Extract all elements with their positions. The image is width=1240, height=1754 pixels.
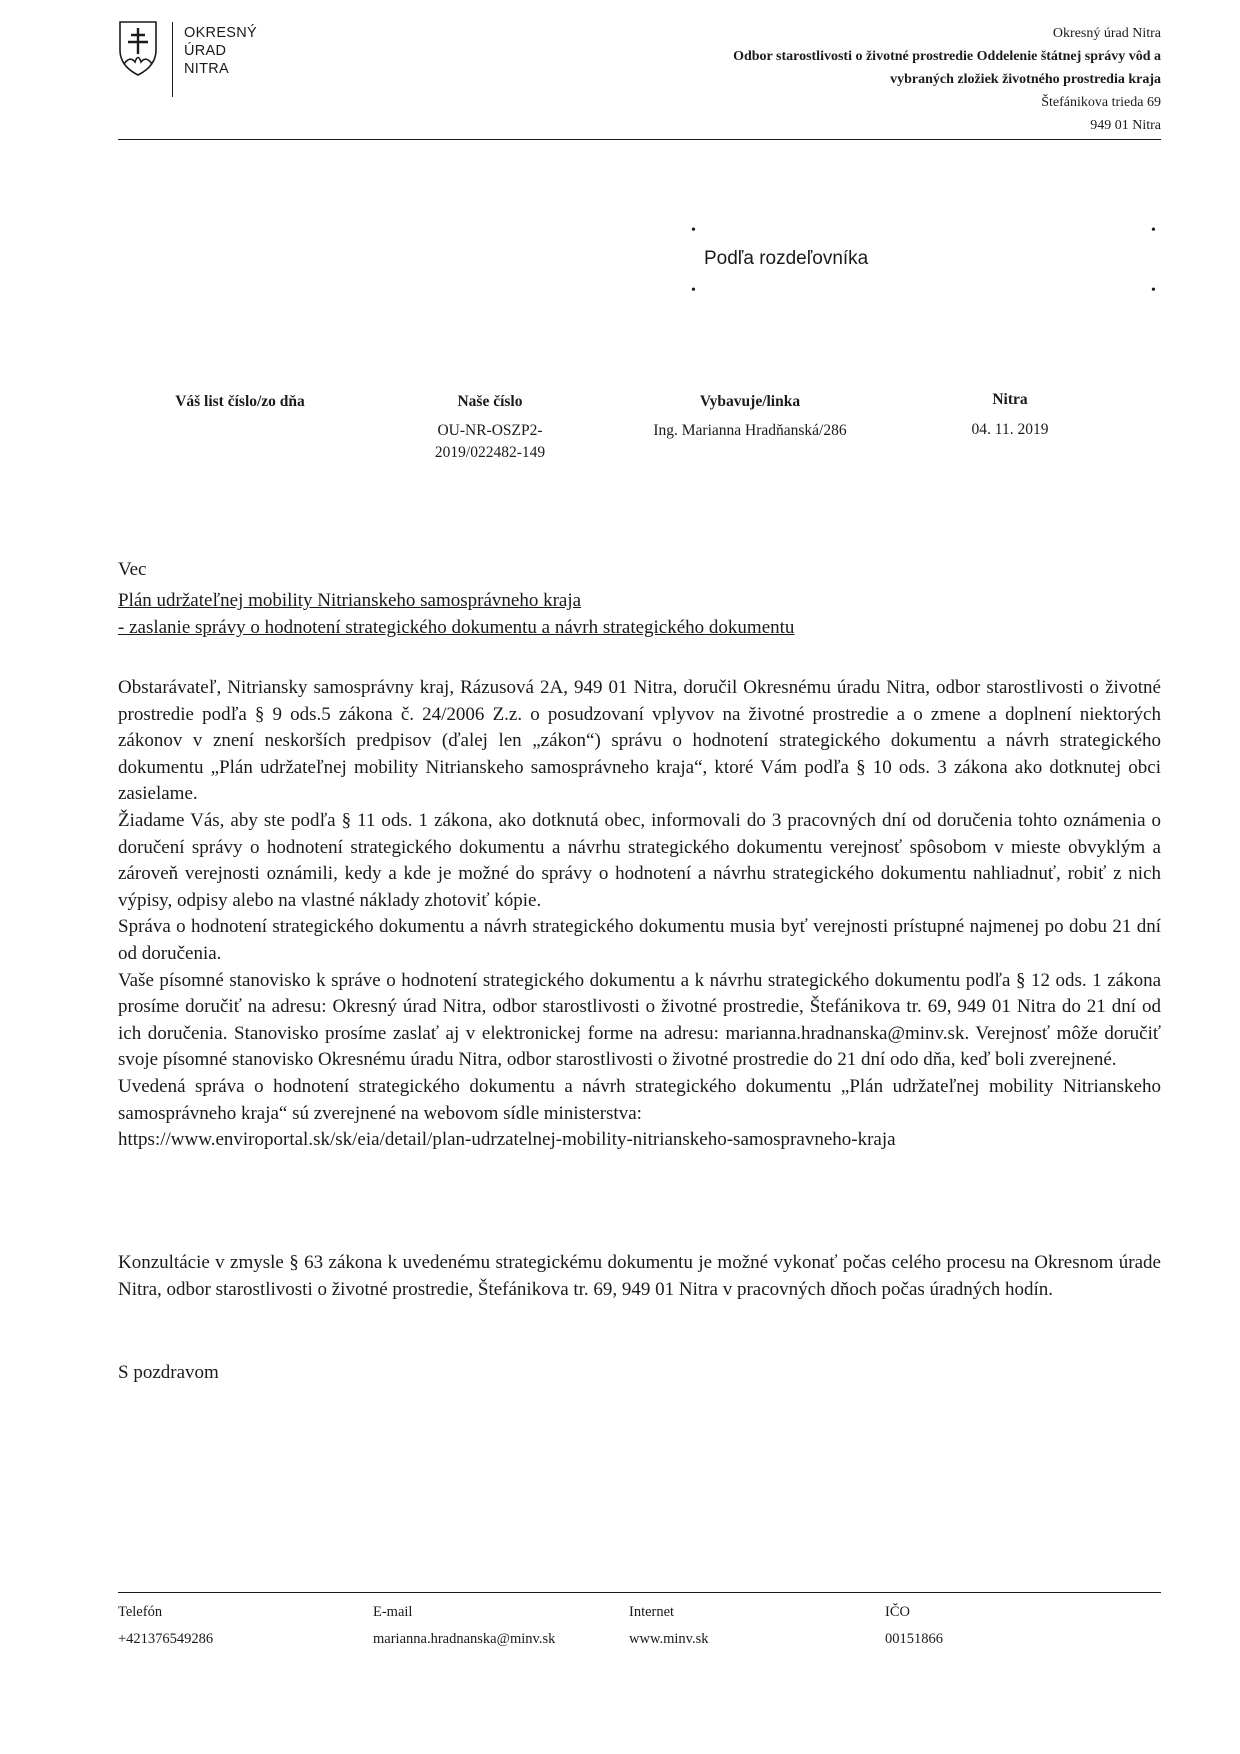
greeting: S pozdravom: [118, 1362, 219, 1383]
subject-subtitle: - zaslanie správy o hodnotení strategického dokumentu a návrh strategického dokumentu: [118, 617, 795, 638]
ref-our-number-line-2: 2019/022482-149: [434, 444, 546, 461]
ref-your-letter-label: Váš list číslo/zo dňa: [175, 393, 305, 410]
ref-handled-by-value: Ing. Marianna Hradňanská/286: [653, 422, 847, 439]
address-window-mark: •: [691, 283, 696, 298]
footer-email-label: E-mail: [373, 1604, 413, 1620]
slovak-coat-of-arms-icon: [118, 20, 158, 76]
body-paragraph: Žiadame Vás, aby ste podľa § 11 ods. 1 zákona, ako dotknutá obec, informovali do 3 pracovných dní od doručenia tohto oznámenia o doručení správy o hodnotení strategického dokumentu a návrhu strategického dokumentu verejnosť spôsobom v mieste obvyklým a zároveň verejnosti oznámili, kedy a kde je možné do správy o hodnotení a návrhu strategického dokumentu nahliadnuť, robiť z nich výpisy, odpisy alebo na vlastné náklady zhotoviť kópie.: [118, 809, 1161, 911]
logo-text: [184, 24, 257, 78]
address-window-mark: •: [1151, 223, 1156, 238]
footer-ico-value: 00151866: [885, 1631, 943, 1647]
logo-line-2: ÚRAD: [184, 43, 227, 59]
ref-handled-by-label: Vybavuje/linka: [699, 393, 801, 410]
consultation-paragraph: Konzultácie v zmysle § 63 zákona k uvedenému strategickému dokumentu je možné vykonať počas celého procesu na Okresnom úrade Nitra, odbor starostlivosti o životné prostredie, Štefánikova tr. 69, 949 01 Nitra v pracovných dňoch počas úradných hodín.: [118, 1252, 1161, 1300]
sender-city: 949 01 Nitra: [1090, 118, 1161, 133]
subject-label: Vec: [118, 559, 147, 580]
sender-office: Okresný úrad Nitra: [1052, 26, 1161, 41]
letter-body: [118, 675, 1161, 1154]
sender-department-line-2: vybraných zložiek životného prostredia kraja: [890, 72, 1161, 87]
footer-internet-value: www.minv.sk: [629, 1631, 709, 1647]
sender-department-line-1: Odbor starostlivosti o životné prostredie Oddelenie štátnej správy vôd a: [733, 49, 1161, 64]
ref-date-value: 04. 11. 2019: [971, 421, 1049, 438]
address-window-mark: •: [1151, 283, 1156, 298]
header-divider: [118, 139, 1161, 140]
footer-divider: [118, 1592, 1161, 1593]
logo-line-3: NITRA: [184, 61, 229, 77]
ref-our-number-line-1: OU-NR-OSZP2-: [437, 422, 543, 439]
office-logo: [118, 20, 268, 95]
ref-our-number-label: Naše číslo: [457, 393, 523, 410]
document-url: https://www.enviroportal.sk/sk/eia/detail/plan-udrzatelnej-mobility-nitrianskeho-samospravneho-kraja: [118, 1129, 896, 1151]
footer-phone-value: +421376549286: [118, 1631, 214, 1647]
body-paragraph: Vaše písomné stanovisko k správe o hodnotení strategického dokumentu a k návrhu strategického dokumentu podľa § 12 ods. 1 zákona prosíme doručiť na adresu: Okresný úrad Nitra, odbor starostlivosti o životné prostredie, Štefánikova tr. 69, 949 01 Nitra do 21 dní od ich doručenia. Stanovisko prosíme zaslať aj v elektronickej forme na adresu: marianna.hradnanska@minv.sk. Verejnosť môže doručiť svoje písomné stanovisko Okresnému úradu Nitra, odbor starostlivosti o životné prostredie do 21 dní odo dňa, keď boli zverejnené.: [118, 969, 1161, 1071]
sender-street: Štefánikova trieda 69: [1041, 95, 1161, 110]
sender-header: [541, 22, 1161, 137]
footer-internet-label: Internet: [629, 1604, 675, 1620]
body-paragraph: Obstarávateľ, Nitriansky samosprávny kraj, Rázusová 2A, 949 01 Nitra, doručil Okresnému úradu Nitra, odbor starostlivosti o životné prostredie podľa § 9 ods.5 zákona č. 24/2006 Z.z. o posudzovaní vplyvov na životné prostredie a o zmene a doplnení niektorých zákonov v znení neskorších predpisov (ďalej len „zákon“) správu o hodnotení strategického dokumentu a návrh strategického dokumentu „Plán udržateľnej mobility Nitrianskeho samosprávneho kraja“, ktoré Vám podľa § 10 ods. 3 zákona ako dotknutej obci zasielame.: [118, 677, 1161, 805]
ref-place-label: Nitra: [992, 391, 1028, 408]
subject-title: Plán udržateľnej mobility Nitrianskeho samosprávneho kraja: [118, 590, 582, 611]
footer-ico-label: IČO: [885, 1604, 910, 1620]
body-paragraph: Správa o hodnotení strategického dokumentu a návrh strategického dokumentu musia byť verejnosti prístupné najmenej po dobu 21 dní od doručenia.: [118, 916, 1161, 964]
ref-our-number-value: [410, 420, 570, 464]
footer-phone-label: Telefón: [118, 1604, 163, 1620]
logo-line-1: OKRESNÝ: [184, 25, 258, 41]
address-window-mark: •: [691, 223, 696, 238]
recipient: Podľa rozdeľovníka: [704, 248, 869, 269]
logo-divider: [172, 22, 173, 97]
body-paragraph: Uvedená správa o hodnotení strategického dokumentu a návrh strategického dokumentu „Plán udržateľnej mobility Nitrianskeho samosprávneho kraja“ sú zverejnené na webovom sídle ministerstva:: [118, 1075, 1161, 1124]
footer-email-value: marianna.hradnanska@minv.sk: [373, 1631, 556, 1647]
